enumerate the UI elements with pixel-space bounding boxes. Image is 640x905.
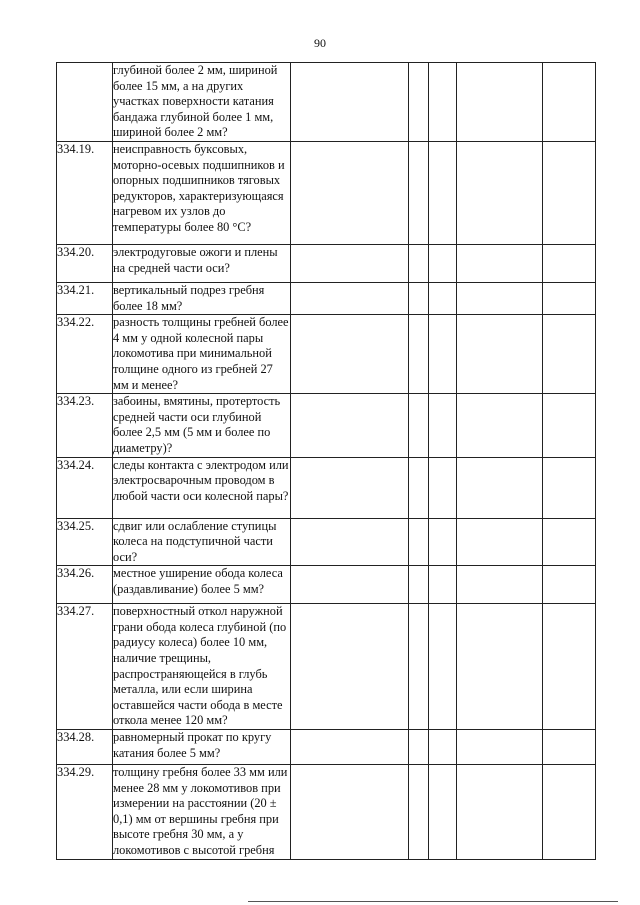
item-question: толщину гребня более 33 мм или менее 28 мм у локомотивов при измерении на расстоянии (20 ± 0,1) мм от вершины гребня при высоте гребня 30 мм, а у локомотивов с высотой гребня — [113, 765, 291, 860]
table-row — [57, 141, 596, 244]
empty-cell — [543, 518, 596, 566]
table-row — [57, 765, 596, 860]
item-question: вертикальный подрез гребня более 18 мм? — [113, 282, 291, 314]
empty-cell — [543, 394, 596, 457]
empty-cell — [457, 63, 543, 142]
empty-cell — [543, 63, 596, 142]
page-number: 90 — [314, 36, 326, 50]
item-question: забоины, вмятины, протертость средней части оси глубиной более 2,5 мм (5 мм и более по диаметру)? — [113, 394, 291, 457]
empty-cell — [457, 518, 543, 566]
item-question: следы контакта с электродом или электросварочным проводом в любой части оси колесной пары? — [113, 457, 291, 518]
empty-cell — [429, 244, 457, 282]
empty-cell — [291, 566, 409, 604]
empty-cell — [409, 566, 429, 604]
empty-cell — [291, 282, 409, 314]
empty-cell — [291, 604, 409, 730]
table-row — [57, 604, 596, 730]
empty-cell — [291, 63, 409, 142]
item-number: 334.24. — [57, 457, 113, 518]
empty-cell — [409, 141, 429, 244]
empty-cell — [457, 244, 543, 282]
empty-cell — [543, 141, 596, 244]
empty-cell — [457, 730, 543, 765]
table-row — [57, 457, 596, 518]
item-number: 334.21. — [57, 282, 113, 314]
table-row — [57, 730, 596, 765]
table-row — [57, 518, 596, 566]
empty-cell — [409, 518, 429, 566]
item-number: 334.26. — [57, 566, 113, 604]
table-row — [57, 244, 596, 282]
table-row — [57, 282, 596, 314]
item-question: глубиной более 2 мм, шириной более 15 мм, а на других участках поверхности катания бандажа глубиной более 1 мм, шириной более 2 мм? — [113, 63, 291, 142]
empty-cell — [409, 244, 429, 282]
empty-cell — [457, 457, 543, 518]
item-number: 334.25. — [57, 518, 113, 566]
item-question: равномерный прокат по кругу катания более 5 мм? — [113, 730, 291, 765]
empty-cell — [429, 457, 457, 518]
item-question: разность толщины гребней более 4 мм у одной колесной пары локомотива при минимальной толщине одного из гребней 27 мм и менее? — [113, 315, 291, 394]
item-number: 334.29. — [57, 765, 113, 860]
empty-cell — [409, 282, 429, 314]
empty-cell — [409, 457, 429, 518]
empty-cell — [429, 566, 457, 604]
item-number: 334.27. — [57, 604, 113, 730]
empty-cell — [457, 394, 543, 457]
empty-cell — [409, 730, 429, 765]
empty-cell — [291, 730, 409, 765]
table-row — [57, 566, 596, 604]
item-number: 334.19. — [57, 141, 113, 244]
empty-cell — [543, 457, 596, 518]
empty-cell — [291, 518, 409, 566]
empty-cell — [291, 141, 409, 244]
item-question: неисправность буксовых, моторно-осевых подшипников и опорных подшипников тяговых редукторов, характеризующаяся нагревом их узлов до температуры более 80 °С? — [113, 141, 291, 244]
item-number: 334.20. — [57, 244, 113, 282]
item-question: местное уширение обода колеса (раздавливание) более 5 мм? — [113, 566, 291, 604]
empty-cell — [543, 282, 596, 314]
empty-cell — [429, 518, 457, 566]
checklist-table — [56, 62, 596, 860]
empty-cell — [457, 765, 543, 860]
empty-cell — [429, 282, 457, 314]
empty-cell — [291, 315, 409, 394]
empty-cell — [457, 566, 543, 604]
empty-cell — [429, 765, 457, 860]
empty-cell — [429, 141, 457, 244]
empty-cell — [543, 315, 596, 394]
item-question: сдвиг или ослабление ступицы колеса на подступичной части оси? — [113, 518, 291, 566]
item-question: поверхностный откол наружной грани обода колеса глубиной (по радиусу колеса) более 10 мм, наличие трещины, распространяющейся в глубь металла, или если ширина оставшейся части обода в месте откола менее 120 мм? — [113, 604, 291, 730]
empty-cell — [409, 765, 429, 860]
empty-cell — [429, 315, 457, 394]
empty-cell — [291, 457, 409, 518]
empty-cell — [291, 394, 409, 457]
empty-cell — [429, 604, 457, 730]
table-row — [57, 315, 596, 394]
table-row — [57, 394, 596, 457]
empty-cell — [429, 730, 457, 765]
item-number: 334.22. — [57, 315, 113, 394]
table-row — [57, 63, 596, 142]
empty-cell — [457, 141, 543, 244]
bottom-rule — [248, 901, 618, 902]
empty-cell — [429, 394, 457, 457]
item-number: 334.28. — [57, 730, 113, 765]
empty-cell — [457, 282, 543, 314]
empty-cell — [543, 244, 596, 282]
empty-cell — [409, 394, 429, 457]
empty-cell — [457, 315, 543, 394]
item-question: электродуговые ожоги и плены на средней части оси? — [113, 244, 291, 282]
empty-cell — [543, 566, 596, 604]
empty-cell — [543, 604, 596, 730]
item-number — [57, 63, 113, 142]
empty-cell — [291, 244, 409, 282]
empty-cell — [429, 63, 457, 142]
empty-cell — [543, 730, 596, 765]
item-number: 334.23. — [57, 394, 113, 457]
empty-cell — [409, 604, 429, 730]
empty-cell — [409, 315, 429, 394]
empty-cell — [291, 765, 409, 860]
empty-cell — [409, 63, 429, 142]
empty-cell — [457, 604, 543, 730]
empty-cell — [543, 765, 596, 860]
